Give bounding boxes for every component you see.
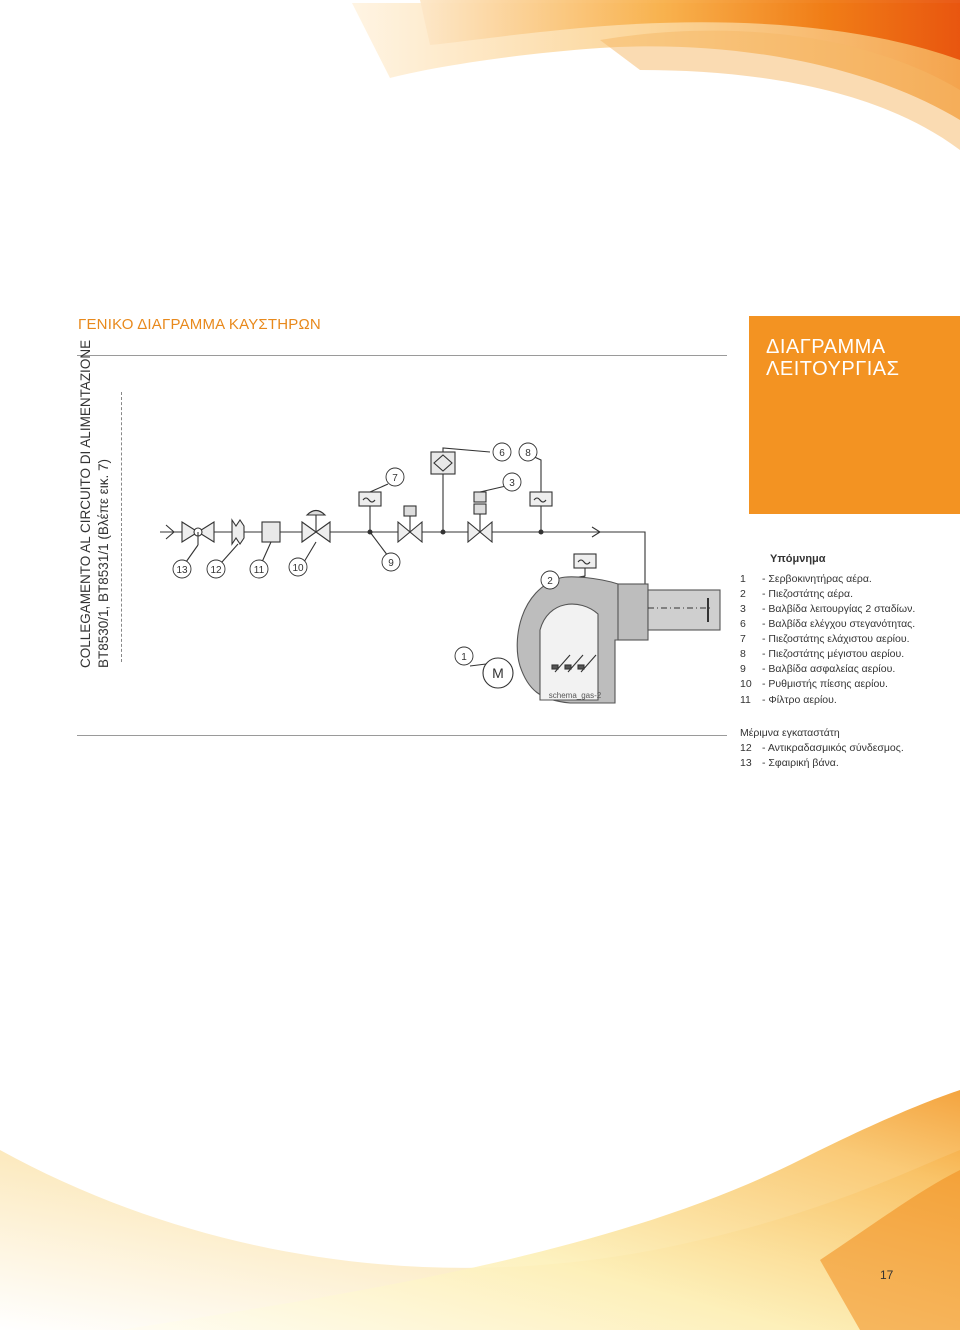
min-pressure-switch-icon [359,492,381,506]
legend-item: 10 - Ρυθμιστής πίεσης αερίου. [740,678,888,690]
legend-item: 3 - Βαλβίδα λειτουργίας 2 σταδίων. [740,603,916,615]
callout-label-10: 10 [292,563,304,574]
callout-label-13: 13 [176,565,188,576]
section-rule [77,735,727,736]
section-title: ΔΙΑΓΡΑΜΜΑ ΛΕΙΤΟΥΡΓΙΑΣ [766,336,900,380]
callout-label-3: 3 [509,478,515,489]
anti-vibration-joint-icon [232,520,244,544]
callout-circles [173,443,559,665]
callout-label-7: 7 [392,473,398,484]
callout-label-9: 9 [388,558,394,569]
gas-filter-icon [262,522,280,542]
side-caption-line1: COLLEGAMENTO AL CIRCUITO DI ALIMENTAZIONE [78,339,93,668]
max-pressure-switch-icon [530,492,552,506]
legend-item: 7 - Πιεζοστάτης ελάχιστου αερίου. [740,633,910,645]
callout-label-8: 8 [525,448,531,459]
legend-item: 9 - Βαλβίδα ασφαλείας αερίου. [740,663,896,675]
page-title: ΓΕΝΙΚΟ ΔΙΑΓΡΑΜΜΑ ΚΑΥΣΤΗΡΩΝ [78,316,321,333]
installer-item: 12 - Αντικραδασμικός σύνδεσμος. [740,742,904,754]
legend-item: 2 - Πιεζοστάτης αέρα. [740,588,854,600]
callout-label-6: 6 [499,448,505,459]
motor-label: M [492,665,504,681]
page-number: 17 [880,1268,894,1282]
air-pressure-switch-icon [574,554,596,568]
burner-head [618,584,648,640]
callout-label-1: 1 [461,652,467,663]
callout-label-12: 12 [210,565,222,576]
callout-label-11: 11 [253,565,265,576]
legend-title: Υπόμνημα [770,553,826,565]
legend-item: 8 - Πιεζοστάτης μέγιστου αερίου. [740,648,905,660]
callout-label-2: 2 [547,576,553,587]
side-caption-line2: BT8530/1, BT8531/1 (Βλέπε εικ. 7) [96,459,111,668]
legend-item: 6 - Βαλβίδα ελέγχου στεγανότητας. [740,618,916,630]
legend-item: 1 - Σερβοκινητήρας αέρα. [740,573,872,585]
legend-item: 11 - Φίλτρο αερίου. [740,694,837,706]
installer-title: Μέριμνα εγκαταστάτη [740,727,840,739]
schema-label: schema_gas-2 [548,691,602,700]
installer-item: 13 - Σφαιρική βάνα. [740,757,839,769]
